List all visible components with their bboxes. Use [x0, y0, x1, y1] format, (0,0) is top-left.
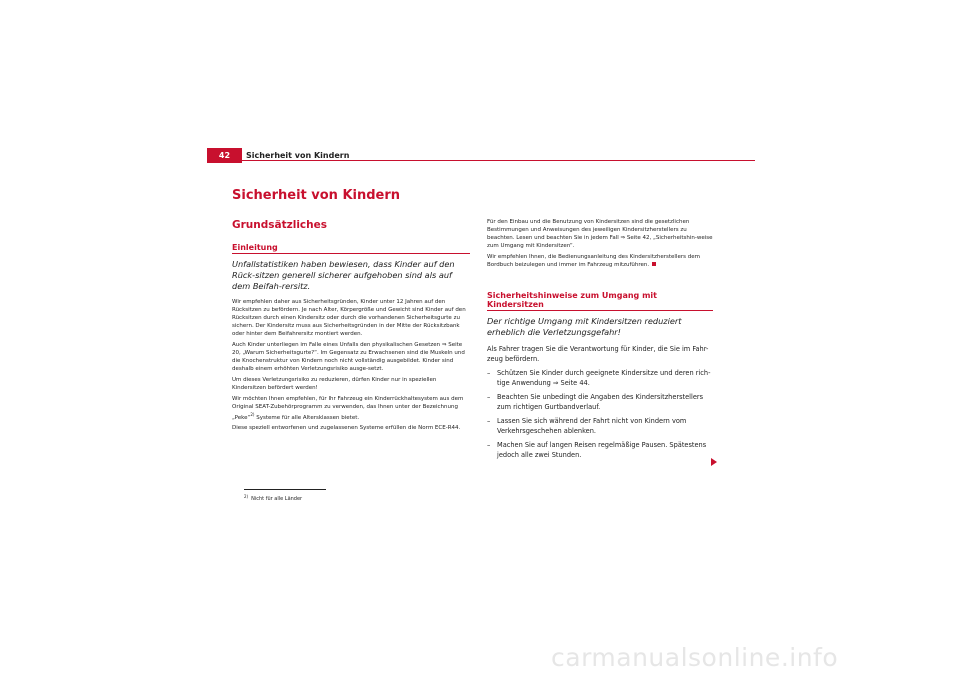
- watermark: carmanualsonline.info: [551, 643, 839, 672]
- list-item: [487, 392, 713, 412]
- paragraph-end: [487, 253, 713, 269]
- list-item: [487, 440, 713, 460]
- list-item-text: Lassen Sie sich während der Fahrt nicht von Kindern vom Verkehrsgeschehen ablenken.: [497, 417, 687, 436]
- paragraph: Für den Einbau und die Benutzung von Kindersitzen sind die gesetzlichen Bestimmungen und Anweisungen des jeweiligen Kindersitzherstellers zu beachten. Lesen und beachten Sie in jedem Fall ⇒ Seite 42, „Sicherheitshin-weise zum Umgang mit Kindersitzen“.: [487, 219, 713, 250]
- right-column: [487, 218, 713, 464]
- dash-marker: –: [487, 417, 491, 426]
- end-mark-icon: [652, 262, 656, 266]
- safety-list: [487, 368, 713, 460]
- footnote-marker: 2): [244, 494, 249, 499]
- dash-marker: –: [487, 393, 491, 402]
- list-item-text: Beachten Sie unbedingt die Angaben des Kindersitzherstellers zum richtigen Gurtbandverlauf.: [497, 393, 704, 412]
- paragraph: Diese speziell entworfenen und zugelassenen Systeme erfüllen die Norm ECE-R44.: [232, 425, 461, 432]
- list-item-text: Schützen Sie Kinder durch geeignete Kindersitze und deren rich-tige Anwendung ⇒ Seite 44.: [497, 369, 711, 388]
- subhead-safety: Sicherheitshinweise zum Umgang mit Kindersitzen: [487, 291, 713, 311]
- paragraph-part: Systeme für alle Altersklassen bietet.: [256, 414, 360, 421]
- body-text: Als Fahrer tragen Sie die Verantwortung für Kinder, die Sie im Fahr-zeug befördern.: [487, 345, 709, 364]
- subhead-einleitung: Einleitung: [232, 243, 470, 254]
- page-number: 42: [207, 148, 242, 163]
- footnote: [244, 494, 302, 502]
- lead-text: Unfallstatistiken haben bewiesen, dass Kinder auf den Rück-sitzen generell sicherer aufgehoben sind als auf dem Beifah-rersitz.: [232, 259, 455, 291]
- header-rule: [207, 160, 755, 161]
- paragraph: Um dieses Verletzungsrisiko zu reduzieren, dürfen Kinder nur in speziellen Kindersitzen befördert werden!: [232, 376, 437, 391]
- dash-marker: –: [487, 441, 491, 450]
- section-title: Grundsätzliches: [232, 219, 327, 231]
- left-column: [232, 243, 470, 435]
- paragraph: Auch Kinder unterliegen im Falle eines Unfalls den physikalischen Gesetzen ⇒ Seite 20, „Warum Sicherheitsgurte?“. Im Gegensatz zu Erwachsenen sind die Muskeln und die Knochenstruktur von Kindern noch nicht vollständig ausgebildet. Kinder sind deshalb einem erhöhten Verletzungsrisiko ausge-setzt.: [232, 341, 465, 373]
- page-title: Sicherheit von Kindern: [232, 188, 401, 203]
- paragraph: Wir empfehlen daher aus Sicherheitsgründen, Kinder unter 12 Jahren auf den Rücksitzen zu befördern. Je nach Alter, Körpergröße und Gewicht sind Kinder auf den Rücksitzen durch einen Kindersitz oder durch die vorhandenen Sicherheitsgurte zu sichern. Der Kindersitz muss aus Sicherheitsgründen in der Mitte der Rücksitzbank oder hinter dem Beifahrersitz montiert werden.: [232, 299, 466, 338]
- list-item: [487, 368, 713, 388]
- lead-text: Der richtige Umgang mit Kindersitzen reduziert erheblich die Verletzungsgefahr!: [487, 316, 682, 338]
- paragraph-part: Wir möchten Ihnen empfehlen, für Ihr Fahrzeug ein Kinderrückhaltesystem aus dem Original SEAT-Zubehörprogramm zu verwenden, das Ihnen unter der Bezeichnung „Peke“: [232, 395, 464, 421]
- dash-marker: –: [487, 369, 491, 378]
- running-title: Sicherheit von Kindern: [246, 151, 350, 160]
- footnote-rule: [244, 489, 326, 490]
- list-item-text: Machen Sie auf langen Reisen regelmäßige Pausen. Spätestens jedoch alle zwei Stunden.: [497, 441, 707, 460]
- footnote-ref: 2): [250, 411, 255, 417]
- paragraph-text: Wir empfehlen Ihnen, die Bedienungsanleitung des Kindersitzherstellers dem Bordbuch beizulegen und immer im Fahrzeug mitzuführen.: [487, 253, 700, 268]
- list-item: [487, 416, 713, 436]
- paragraph-peke: [232, 395, 470, 422]
- footnote-text: Nicht für alle Länder: [251, 496, 303, 502]
- continue-arrow-icon: [711, 458, 717, 466]
